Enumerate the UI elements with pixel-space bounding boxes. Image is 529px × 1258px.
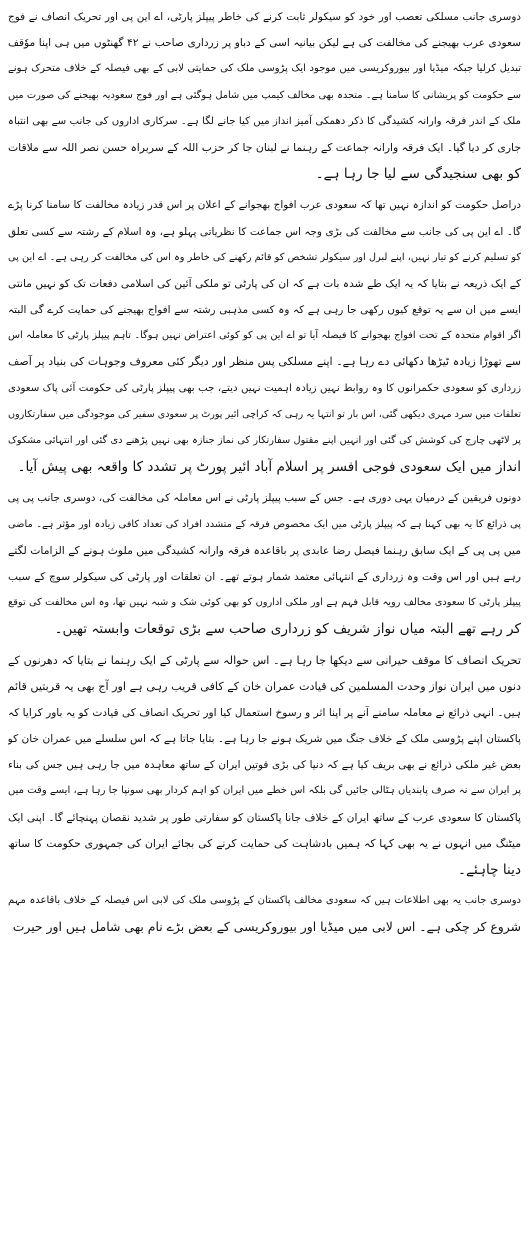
paragraph-line: میں پی پی کے ایک سابق رہنما فیصل رضا عابدی پر باقاعدہ فرقہ وارانہ کشیدگی میں ملوث ہونے کے الزامات لگتے: [8, 543, 521, 557]
paragraph-line: شروع کر چکی ہے۔ اس لابی میں میڈیا اور بیوروکریسی کے بعض بڑے نام بھی شامل ہیں اور حیرت: [12, 919, 521, 935]
paragraph-line: کر رہے تھے البتہ میاں نواز شریف کو زرداری صاحب سے بڑی توقعات وابستہ تھیں۔: [54, 621, 521, 638]
paragraph-line: ایسے میں ان سے یہ توقع کیوں رکھی جا رہی ہے کہ وہ کسی مذہبی رشتہ سے افواج بھیجنے کی حمایت کرے گی البتہ: [8, 304, 521, 317]
paragraph-line: تبدیل کرلیا جبکہ میڈیا اور بیوروکریسی میں موجود ایک پڑوسی ملک کی حمایتی لابی کے بھی فیصلہ کے خلاف متحرک ہونے: [8, 63, 521, 75]
paragraph-line: میٹنگ میں انہوں نے یہ بھی کہا کہ ہمیں بادشاہت کی حمایت کرنے کی بجائے ایران کی جمہوری حکومت کا ساتھ: [8, 836, 521, 850]
paragraph-line: پر لاٹھی چارج کی کوشش کی گئی اور انہیں اپنے مقتول سفارتکار کی نماز جنازہ بھی نہیں پڑھنے دی گئی اور انتہائی مشکوک: [8, 435, 521, 446]
paragraph-line: سے تھوڑا زیادہ ٹیڑھا دکھائی دے رہا ہے۔ اپنے مسلکی پس منظر اور دیگر کئی معروف وجوہات کی بنیاد پر آصف: [8, 355, 521, 369]
article-paragraph: [8, 648, 521, 884]
paragraph-line: پیپلز پارٹی کا سعودی مخالف رویہ قابل فہم ہے اور ملکی اداروں کو بھی کوئی شک و شبہ نہیں تھا، وہ اس مخالفت کی توقع: [8, 597, 521, 609]
paragraph-line: رہے ہیں اور اس وقت وہ زرداری کے انتہائی معتمد شمار ہوتے تھے۔ ان تعلقات اور پارٹی کی سیکولر سوچ کے سبب: [8, 570, 521, 583]
paragraph-line: سے حکومت کو پریشانی کا سامنا ہے۔ متحدہ بھی مخالف کیمپ میں شامل ہوگئی ہے اور فوج سعودیہ بھیجنے کی صورت میں: [8, 89, 521, 101]
paragraph-line: سعودی عرب بھیجنے کی مخالفت کی ہے لیکن بیانیہ اسی کے دباو پر زرداری صاحب نے ۴۲ گھنٹوں میں ہی اپنا موٗقف: [8, 37, 521, 50]
paragraph-line: بعض غیر ملکی ذرائع نے بھی بریف کیا ہے کہ دنیا کی بڑی قوتیں ایران کے ساتھ معاہدہ میں جا رہی ہیں جس کی بناء: [8, 759, 521, 772]
article-paragraph: [8, 4, 521, 187]
paragraph-line: دراصل حکومت کو اندازہ نہیں تھا کہ سعودی عرب افواج بھجوانے کے اعلان پر اس قدر زیادہ مخالفت کا سامنا کرنا پڑے: [8, 199, 521, 212]
paragraph-line: ملک کے اندر فرقہ وارانہ کشیدگی کا ذکر دھمکی آمیز انداز میں کیا جانے لگا ہے۔ سرکاری اداروں کی جانب سے بھی انتباہ: [8, 115, 521, 127]
paragraph-line: گا۔ اے این پی کی جانب سے مخالفت کی بڑی وجہ اس جماعت کا نظریاتی پہلو ہے، وہ اسلام کے رشتہ سے کسی تعلق: [8, 225, 521, 238]
article-paragraph: [8, 888, 521, 940]
paragraph-line: کو بھی سنجیدگی سے لیا جا رہا ہے۔: [315, 166, 521, 183]
article-paragraph: [8, 485, 521, 642]
paragraph-line: اگر اقوام متحدہ کے تحت افواج بھجوانے کا فیصلہ آیا تو اے این پی کو کوئی اعتراض نہیں ہوگا۔ تاہم پیپلز پارٹی کا معاملہ اس: [8, 330, 521, 342]
paragraph-line: زرداری کو سعودی حکمرانوں کا وہ روابط نہیں زیادہ اہمیت نہیں دیتے، جب بھی پیپلز پارٹی کی حکومت آئی پاک سعودی: [8, 382, 521, 394]
paragraph-line: دنوں میں ایران نواز وحدت المسلمین کی قیادت عمران خان کے کافی قریب رہی ہے اور آج بھی یہ قربتیں قائم: [8, 679, 521, 693]
paragraph-line: کو تسلیم کرنے کو تیار نہیں، اپنے لبرل اور سیکولر تشخص کو قائم رکھنے کی خاطر وہ اس کی مخالفت کر رہی ہے۔ اے این پی: [8, 251, 521, 263]
paragraph-line: پاکستان اپنے پڑوسی ملک کے خلاف جنگ میں شریک ہونے جا رہا ہے۔ بتایا جاتا ہے کہ اس سلسلے میں عمران خان کو: [8, 733, 521, 746]
paragraph-line: دوسری جانب مسلکی تعصب اور خود کو سیکولر ثابت کرنے کی خاطر پیپلز پارٹی، اے این پی اور تحریک انصاف نے فوج: [8, 11, 521, 23]
paragraph-line: دینا چاہئے۔: [458, 862, 521, 878]
paragraph-line: جاری کر دیا گیا۔ ایک فرقہ وارانہ جماعت کے رہنما نے لبنان جا کر حزب اللہ کے سربراہ حسن نصر اللہ سے ملاقات: [8, 140, 521, 154]
paragraph-line: پی ذرائع کا یہ بھی کہنا ہے کہ پیپلز پارٹی میں ایک مخصوص فرقہ کے متشدد افراد کی تعداد کافی زیادہ اور مؤثر ہے۔ ماضی: [8, 518, 521, 530]
paragraph-line: دونوں فریقین کے درمیان یہی دوری ہے۔ جس کے سبب پیپلز پارٹی نے اس معاملہ کی مخالفت کی، دوسری جانب پی پی: [8, 492, 521, 505]
paragraph-line: تحریک انصاف کا موقف حیرانی سے دیکھا جا رہا ہے۔ اس حوالہ سے پارٹی کے ایک رہنما نے بتایا کہ دھرنوں کے: [8, 653, 521, 667]
paragraph-line: پر ایران سے نہ صرف پابندیاں ہٹالی جائیں گی بلکہ اس خطے میں ایران کو اہم کردار بھی سونپا جا رہا ہے، ایسے وقت میں: [8, 785, 521, 797]
paragraph-line: دوسری جانب یہ بھی اطلاعات ہیں کہ سعودی مخالف پاکستان کے پڑوسی ملک کی لابی اس فیصلہ کے خلاف باقاعدہ مہم: [8, 895, 521, 907]
paragraph-line: انداز میں ایک سعودی فوجی افسر پر اسلام آباد ائیر پورٹ پر تشدد کا واقعہ بھی پیش آیا۔: [17, 459, 521, 476]
paragraph-line: ہیں۔ انہی ذرائع نے معاملہ سامنے آنے پر اپنا اثر و رسوخ استعمال کیا اور تحریک انصاف کی قیادت کو یہ باور کرایا کہ: [8, 706, 521, 719]
paragraph-line: پاکستان کا سعودی عرب کے ساتھ ایران کے خلاف جانا پاکستان کو سفارتی طور پر شدید نقصان پہنچائے گا۔ اپنی ایک: [8, 811, 521, 824]
paragraph-container: [8, 4, 521, 941]
paragraph-line: تعلقات میں سرد مہری دیکھی گئی، اس بار تو انتہا یہ رہی کہ کراچی ائیر پورٹ پر سعودی سفیر کی موجودگی میں سفارتکاروں: [8, 408, 521, 420]
article-paragraph: [8, 192, 521, 480]
paragraph-line: کے ایک ذریعہ نے بتایا کہ یہ ایک طے شدہ بات ہے کہ ان کی پارٹی تو ملکی آئین کی اسلامی دفعات تک کو نہیں مانتی: [8, 277, 521, 290]
